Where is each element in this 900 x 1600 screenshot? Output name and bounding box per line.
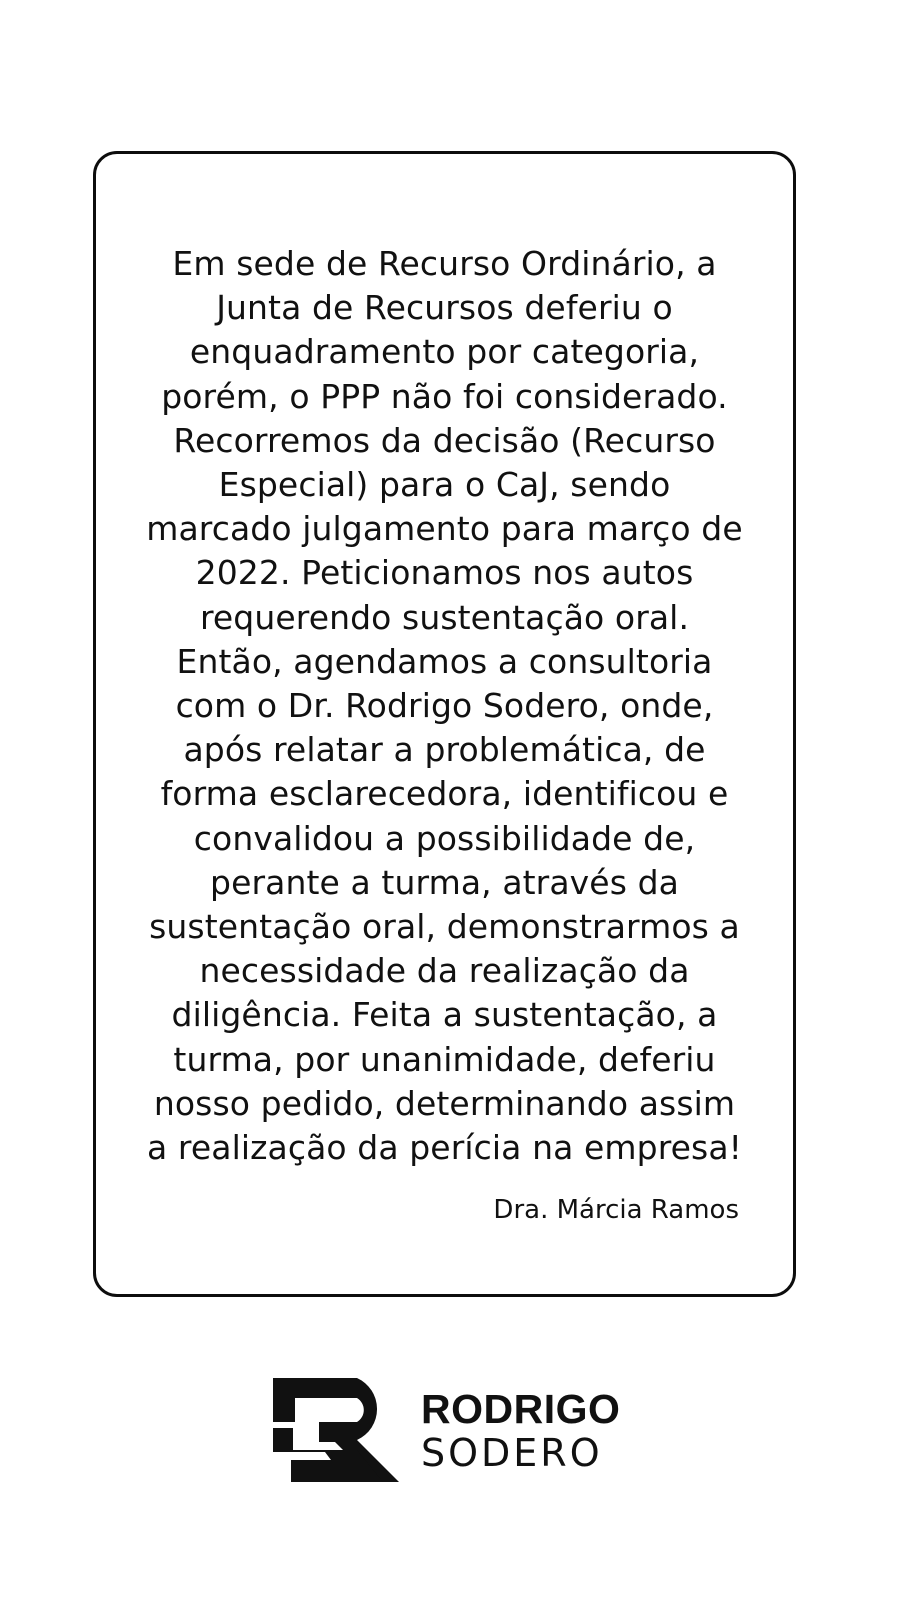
testimonial-line: Em sede de Recurso Ordinário, a	[172, 244, 717, 283]
testimonial-line: turma, por unanimidade, deferiu	[173, 1039, 716, 1079]
testimonial-line: diligência. Feita a sustentação, a	[171, 995, 718, 1035]
testimonial-line: sustentação oral, demonstrarmos a	[149, 907, 740, 947]
testimonial-line: requerendo sustentação oral.	[199, 597, 690, 637]
testimonial-line: perante a turma, através da	[210, 862, 679, 902]
brand-logo	[273, 1378, 633, 1486]
testimonial-line: 2022. Peticionamos nos autos	[195, 553, 694, 593]
testimonial-line: Então, agendamos a consultoria	[176, 641, 713, 681]
testimonial-author: Dra. Márcia Ramos	[493, 1195, 739, 1225]
testimonial-line: forma esclarecedora, identificou e	[160, 774, 729, 814]
testimonial-line: Recorremos da decisão (Recurso	[173, 420, 716, 460]
testimonial-card	[93, 151, 796, 1297]
testimonial-line: com o Dr. Rodrigo Sodero, onde,	[175, 686, 714, 726]
brand-name: RODRIGO	[421, 1386, 621, 1432]
testimonial-line: porém, o PPP não foi considerado.	[161, 376, 728, 416]
testimonial-text	[124, 242, 765, 1170]
testimonial-line: necessidade da realização da	[199, 951, 690, 991]
testimonial-line: Junta de Recursos deferiu o	[216, 288, 673, 328]
testimonial-line: enquadramento por categoria,	[189, 332, 700, 372]
testimonial-line: após relatar a problemática, de	[183, 730, 706, 770]
testimonial-line: nosso pedido, determinando assim	[153, 1083, 736, 1123]
testimonial-line: a realização da perícia na empresa!	[147, 1128, 742, 1168]
testimonial-line: convalidou a possibilidade de,	[193, 818, 696, 858]
testimonial-line: Especial) para o CaJ, sendo	[218, 465, 671, 505]
brand-surname: SODERO	[421, 1431, 603, 1475]
rs-monogram-icon	[273, 1378, 405, 1486]
testimonial-line: marcado julgamento para março de	[146, 509, 743, 549]
